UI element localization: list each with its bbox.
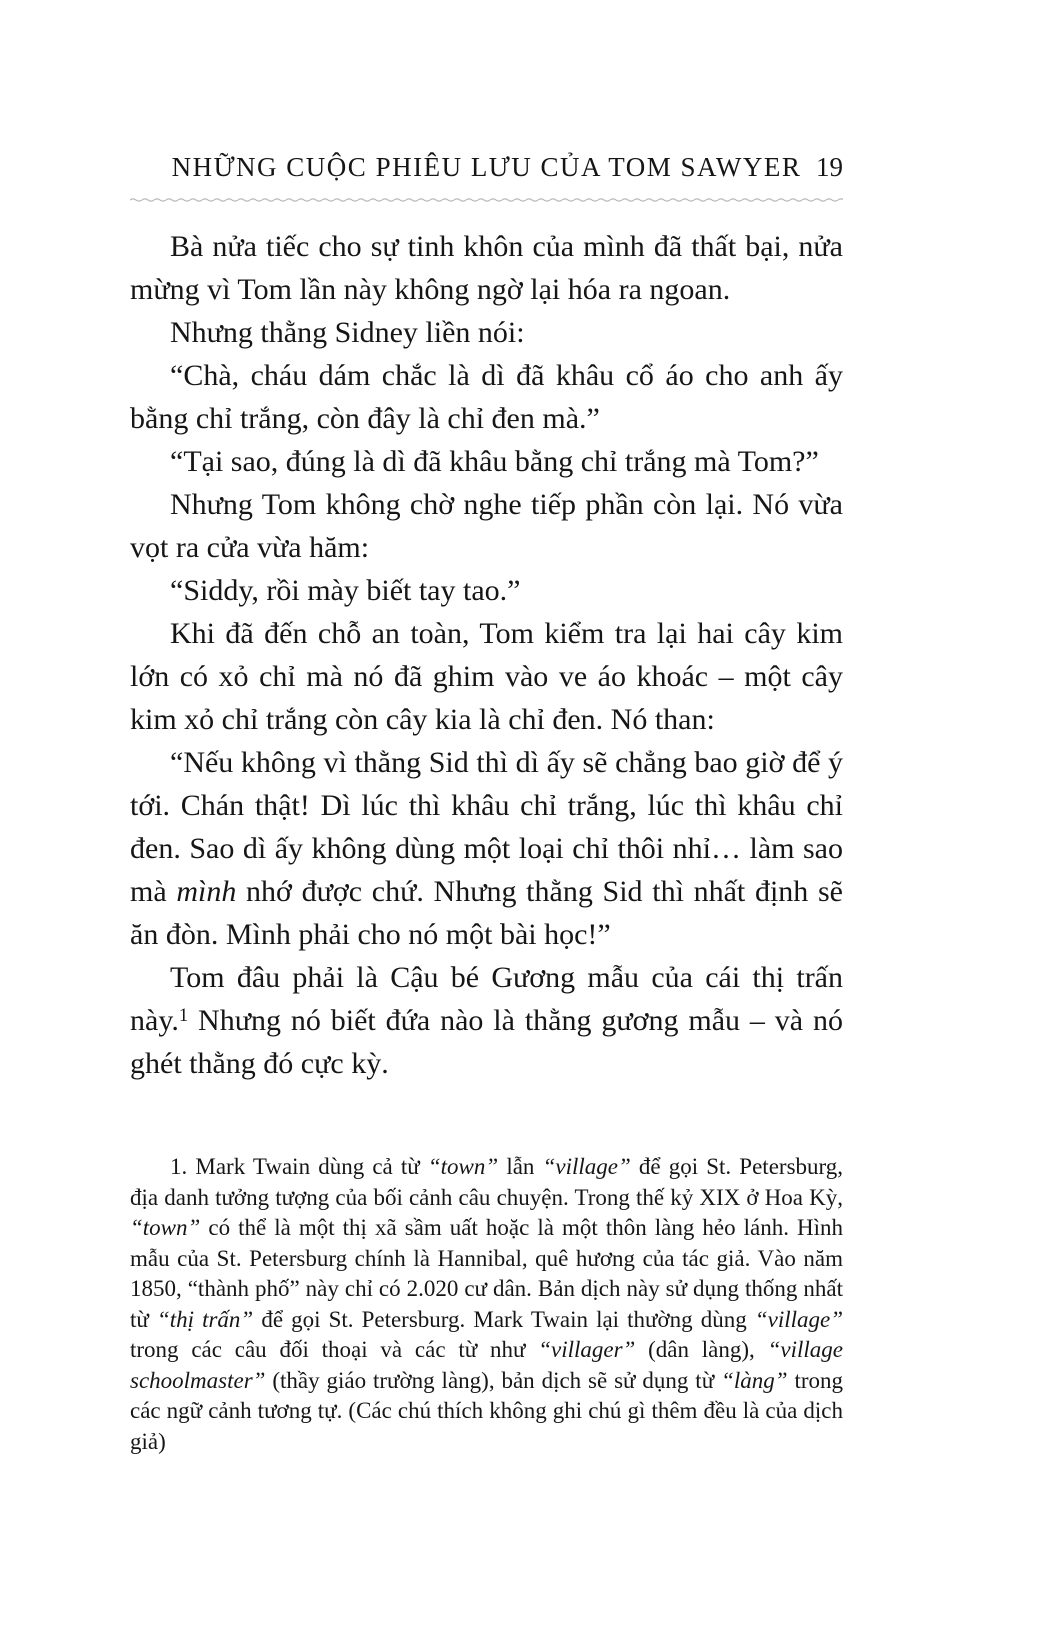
wavy-divider xyxy=(130,196,843,204)
text-run: Khi đã đến chỗ an toàn, Tom kiểm tra lại hai cây kim lớn có xỏ chỉ mà nó đã ghim vào ve áo khoác – một cây kim xỏ chỉ trắng còn cây kia là chỉ đen. Nó than: xyxy=(130,617,843,736)
text-run: (thầy giáo trường làng), bản dịch sẽ sử dụng từ xyxy=(265,1367,722,1393)
text-run: “Chà, cháu dám chắc là dì đã khâu cổ áo cho anh ấy bằng chỉ trắng, còn đây là chỉ đen mà.” xyxy=(130,359,843,435)
wavy-divider-line xyxy=(130,196,843,204)
text-run: Nhưng nó biết đứa nào là thằng gương mẫu – và nó ghét thằng đó cực kỳ. xyxy=(130,1004,843,1080)
text-run: Nhưng Tom không chờ nghe tiếp phần còn lại. Nó vừa vọt ra cửa vừa hăm: xyxy=(130,488,843,564)
text-run: để gọi St. Petersburg, địa danh tưởng tượng của bối cảnh câu chuyện. Trong thế kỷ XIX ở Hoa Kỳ, xyxy=(130,1154,844,1210)
running-header-title: NHỮNG CUỘC PHIÊU LƯU CỦA TOM SAWYER xyxy=(171,152,802,182)
text-run: lẫn xyxy=(498,1154,543,1179)
footnote xyxy=(130,1152,843,1457)
paragraph xyxy=(130,741,843,956)
paragraph xyxy=(130,483,843,569)
text-run: “Tại sao, đúng là dì đã khâu bằng chỉ trắng mà Tom?” xyxy=(170,445,819,478)
text-run: “village” xyxy=(542,1154,631,1179)
page-number: 19 xyxy=(816,152,843,182)
text-run: “Siddy, rồi mày biết tay tao.” xyxy=(170,574,521,607)
text-run: 1. Mark Twain dùng cả từ xyxy=(170,1154,428,1179)
paragraph xyxy=(130,440,843,483)
text-run: “làng” xyxy=(721,1367,788,1393)
paragraph xyxy=(130,311,843,354)
text-run: “town” xyxy=(427,1154,499,1179)
text-run: để gọi St. Petersburg. Mark Twain lại thường dùng xyxy=(253,1306,755,1332)
footnote-reference: 1 xyxy=(178,1004,189,1026)
text-run: “thị trấn” xyxy=(156,1306,254,1332)
text-run: “village” xyxy=(754,1306,843,1332)
text-run: Tom đâu phải là Cậu bé Gương mẫu của cái thị trấn này. xyxy=(130,961,843,1037)
footnote-paragraph xyxy=(130,1152,843,1457)
text-run: trong các câu đối thoại và các từ như xyxy=(130,1337,539,1362)
text-run: “village schoolmaster” xyxy=(130,1337,843,1393)
text-run: trong các ngữ cảnh tương tự. (Các chú thích không ghi chú gì thêm đều là của dịch giả) xyxy=(130,1367,843,1454)
text-run: “villager” xyxy=(538,1337,636,1362)
paragraph xyxy=(130,354,843,440)
text-run: (dân làng), xyxy=(635,1337,768,1362)
body-text xyxy=(130,225,843,1085)
text-run: Bà nửa tiếc cho sự tinh khôn của mình đã thất bại, nửa mừng vì Tom lần này không ngờ lại hóa ra ngoan. xyxy=(130,230,843,306)
text-run: Nhưng thằng Sidney liền nói: xyxy=(170,316,525,349)
paragraph xyxy=(130,956,843,1085)
running-header xyxy=(130,150,843,184)
text-run: “Nếu không vì thằng Sid thì dì ấy sẽ chẳng bao giờ để ý tới. Chán thật! Dì lúc thì khâu chỉ trắng, lúc thì khâu chỉ đen. Sao dì ấy không dùng một loại chỉ thôi nhỉ… làm sao mà xyxy=(130,746,843,908)
paragraph xyxy=(130,225,843,311)
paragraph xyxy=(130,612,843,741)
text-run: “town” xyxy=(130,1215,201,1240)
paragraph xyxy=(130,569,843,612)
text-run: mình xyxy=(176,875,237,908)
text-run: có thể là một thị xã sầm uất hoặc là một thôn làng hẻo lánh. Hình mẫu của St. Petersburg chính là Hannibal, quê hương của tác giả. Vào năm 1850, “thành phố” này chỉ có 2.020 cư dân. Bản dịch này sử dụng thống nhất từ xyxy=(130,1215,843,1332)
text-run: nhớ được chứ. Nhưng thằng Sid thì nhất định sẽ ăn đòn. Mình phải cho nó một bài học!” xyxy=(130,875,843,951)
